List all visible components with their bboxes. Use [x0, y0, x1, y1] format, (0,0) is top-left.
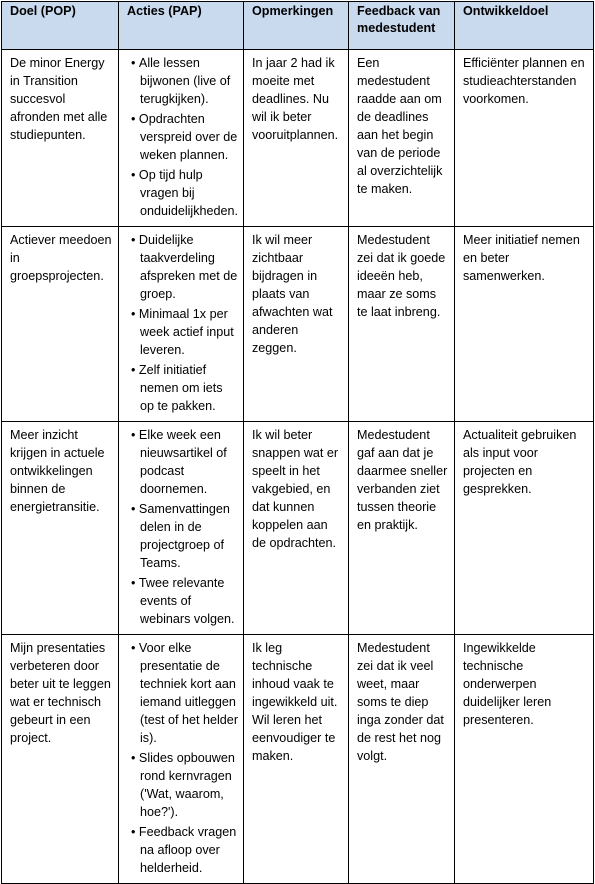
header-row	[2, 2, 594, 50]
cell-acties	[119, 422, 244, 635]
cell-opmerkingen: Ik wil meer zichtbaar bijdragen in plaats van afwachten wat anderen zeggen.	[244, 227, 349, 422]
pop-pap-table	[1, 1, 594, 884]
action-item: • Voor elke presentatie de techniek kort aan iemand uitleggen (test of het helder is).	[127, 639, 238, 747]
header-doel: Doel (POP)	[2, 2, 119, 50]
cell-doel: Meer inzicht krijgen in actuele ontwikkelingen binnen de energietransitie.	[2, 422, 119, 635]
cell-ontwikkeldoel: Actualiteit gebruiken als input voor projecten en gesprekken.	[455, 422, 594, 635]
cell-acties	[119, 227, 244, 422]
cell-doel: Actiever meedoen in groepsprojecten.	[2, 227, 119, 422]
cell-opmerkingen: In jaar 2 had ik moeite met deadlines. Nu wil ik beter vooruitplannen.	[244, 50, 349, 227]
header-feedback: Feedback van medestudent	[349, 2, 455, 50]
cell-acties	[119, 635, 244, 884]
action-item: • Alle lessen bijwonen (live of terugkijken).	[127, 54, 238, 108]
action-item: • Duidelijke taakverdeling afspreken met de groep.	[127, 231, 238, 303]
header-ontwikkeldoel: Ontwikkeldoel	[455, 2, 594, 50]
action-item: • Zelf initiatief nemen om iets op te pakken.	[127, 361, 238, 415]
cell-doel: De minor Energy in Transition succesvol afronden met alle studiepunten.	[2, 50, 119, 227]
cell-feedback: Medestudent zei dat ik goede ideeën heb, maar ze soms te laat inbreng.	[349, 227, 455, 422]
header-opmerkingen: Opmerkingen	[244, 2, 349, 50]
cell-ontwikkeldoel: Ingewikkelde technische onderwerpen duidelijker leren presenteren.	[455, 635, 594, 884]
cell-ontwikkeldoel: Meer initiatief nemen en beter samenwerken.	[455, 227, 594, 422]
cell-acties	[119, 50, 244, 227]
action-item: • Twee relevante events of webinars volgen.	[127, 574, 238, 628]
cell-ontwikkeldoel: Efficiënter plannen en studieachterstanden voorkomen.	[455, 50, 594, 227]
cell-feedback: Een medestudent raadde aan om de deadlines aan het begin van de periode al overzichtelijk te maken.	[349, 50, 455, 227]
table-row	[2, 227, 594, 422]
cell-opmerkingen: Ik leg technische inhoud vaak te ingewikkeld uit. Wil leren het eenvoudiger te maken.	[244, 635, 349, 884]
cell-feedback: Medestudent gaf aan dat je daarmee sneller verbanden ziet tussen theorie en praktijk.	[349, 422, 455, 635]
table-row	[2, 50, 594, 227]
action-item: • Minimaal 1x per week actief input leveren.	[127, 305, 238, 359]
table-row	[2, 422, 594, 635]
header-acties: Acties (PAP)	[119, 2, 244, 50]
cell-opmerkingen: Ik wil beter snappen wat er speelt in het vakgebied, en dat kunnen koppelen aan de opdrachten.	[244, 422, 349, 635]
action-item: • Slides opbouwen rond kernvragen ('Wat, waarom, hoe?').	[127, 749, 238, 821]
cell-feedback: Medestudent zei dat ik veel weet, maar soms te diep inga zonder dat de rest het nog volgt.	[349, 635, 455, 884]
action-item: • Samenvattingen delen in de projectgroep of Teams.	[127, 500, 238, 572]
table-row	[2, 635, 594, 884]
action-item: • Opdrachten verspreid over de weken plannen.	[127, 110, 238, 164]
action-item: • Elke week een nieuwsartikel of podcast doornemen.	[127, 426, 238, 498]
action-item: • Op tijd hulp vragen bij onduidelijkheden.	[127, 166, 238, 220]
cell-doel: Mijn presentaties verbeteren door beter uit te leggen wat er technisch gebeurt in een project.	[2, 635, 119, 884]
action-item: • Feedback vragen na afloop over helderheid.	[127, 823, 238, 877]
